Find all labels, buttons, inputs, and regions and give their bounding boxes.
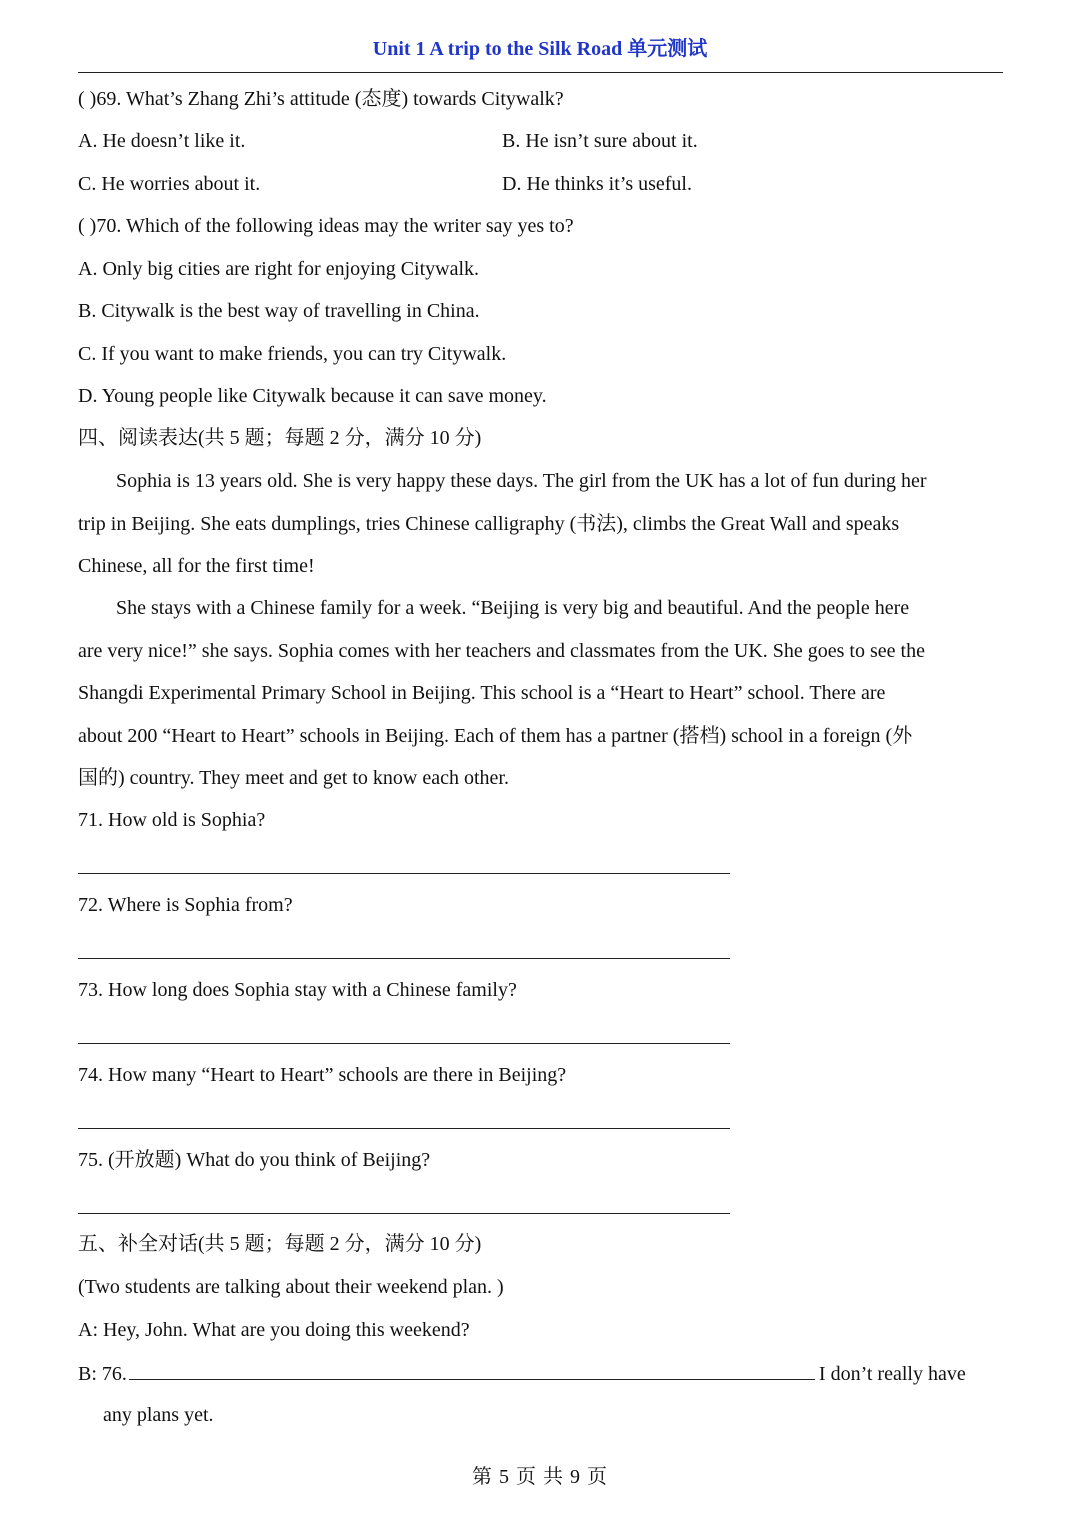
dialogue-line-a: A: Hey, John. What are you doing this weekend? (78, 1319, 470, 1341)
dialogue-line-b (78, 1359, 966, 1387)
answer-line-73[interactable] (78, 1043, 730, 1044)
dialogue-b-suffix: I don’t really have (818, 1363, 966, 1385)
question-75: 75. (开放题) What do you think of Beijing? (78, 1149, 431, 1171)
blank-76[interactable] (129, 1359, 815, 1380)
passage-p2-line-5: 国的) country. They meet and get to know each other. (78, 767, 509, 789)
passage-p2-line-1: She stays with a Chinese family for a week. “Beijing is very big and beautiful. And the people here (116, 597, 910, 619)
passage-p1-line-2: trip in Beijing. She eats dumplings, tries Chinese calligraphy (书法), climbs the Great Wall and speaks (78, 513, 900, 535)
passage-p2-line-4: about 200 “Heart to Heart” schools in Beijing. Each of them has a partner (搭档) school in a foreign (外 (78, 725, 913, 747)
question-72: 72. Where is Sophia from? (78, 894, 293, 916)
q70-option-a: A. Only big cities are right for enjoying Citywalk. (78, 258, 480, 280)
q69-option-a: A. He doesn’t like it. (78, 130, 246, 152)
q70-option-b: B. Citywalk is the best way of travelling in China. (78, 300, 480, 322)
section-4-heading: 四、阅读表达(共 5 题；每题 2 分，满分 10 分) (78, 427, 482, 449)
q69-option-b: B. He isn’t sure about it. (502, 130, 698, 152)
question-74: 74. How many “Heart to Heart” schools are there in Beijing? (78, 1064, 567, 1086)
answer-line-75[interactable] (78, 1213, 730, 1214)
passage-p1-line-3: Chinese, all for the first time! (78, 555, 315, 577)
answer-line-74[interactable] (78, 1128, 730, 1129)
question-69-stem: ( )69. What’s Zhang Zhi’s attitude (态度) towards Citywalk? (78, 88, 564, 110)
header-divider (78, 72, 1003, 73)
dialogue-line-b-cont: any plans yet. (103, 1404, 214, 1426)
page-number: 第 5 页 共 9 页 (472, 1466, 608, 1488)
q70-option-c: C. If you want to make friends, you can try Citywalk. (78, 343, 507, 365)
question-73: 73. How long does Sophia stay with a Chinese family? (78, 979, 517, 1001)
answer-line-71[interactable] (78, 873, 730, 874)
passage-p2-line-3: Shangdi Experimental Primary School in Beijing. This school is a “Heart to Heart” school. There are (78, 682, 886, 704)
passage-p1-line-1: Sophia is 13 years old. She is very happy these days. The girl from the UK has a lot of fun during her (116, 470, 927, 492)
answer-line-72[interactable] (78, 958, 730, 959)
q70-option-d: D. Young people like Citywalk because it can save money. (78, 385, 547, 407)
question-71: 71. How old is Sophia? (78, 809, 266, 831)
dialogue-b-prefix: B: 76. (78, 1363, 127, 1385)
passage-p2-line-2: are very nice!” she says. Sophia comes with her teachers and classmates from the UK. She goes to see the (78, 640, 925, 662)
dialogue-context: (Two students are talking about their weekend plan. ) (78, 1276, 504, 1298)
q69-option-d: D. He thinks it’s useful. (502, 173, 692, 195)
section-5-heading: 五、补全对话(共 5 题；每题 2 分，满分 10 分) (78, 1233, 482, 1255)
question-70-stem: ( )70. Which of the following ideas may the writer say yes to? (78, 215, 574, 237)
q69-option-c: C. He worries about it. (78, 173, 261, 195)
page-header-title: Unit 1 A trip to the Silk Road 单元测试 (372, 38, 708, 60)
